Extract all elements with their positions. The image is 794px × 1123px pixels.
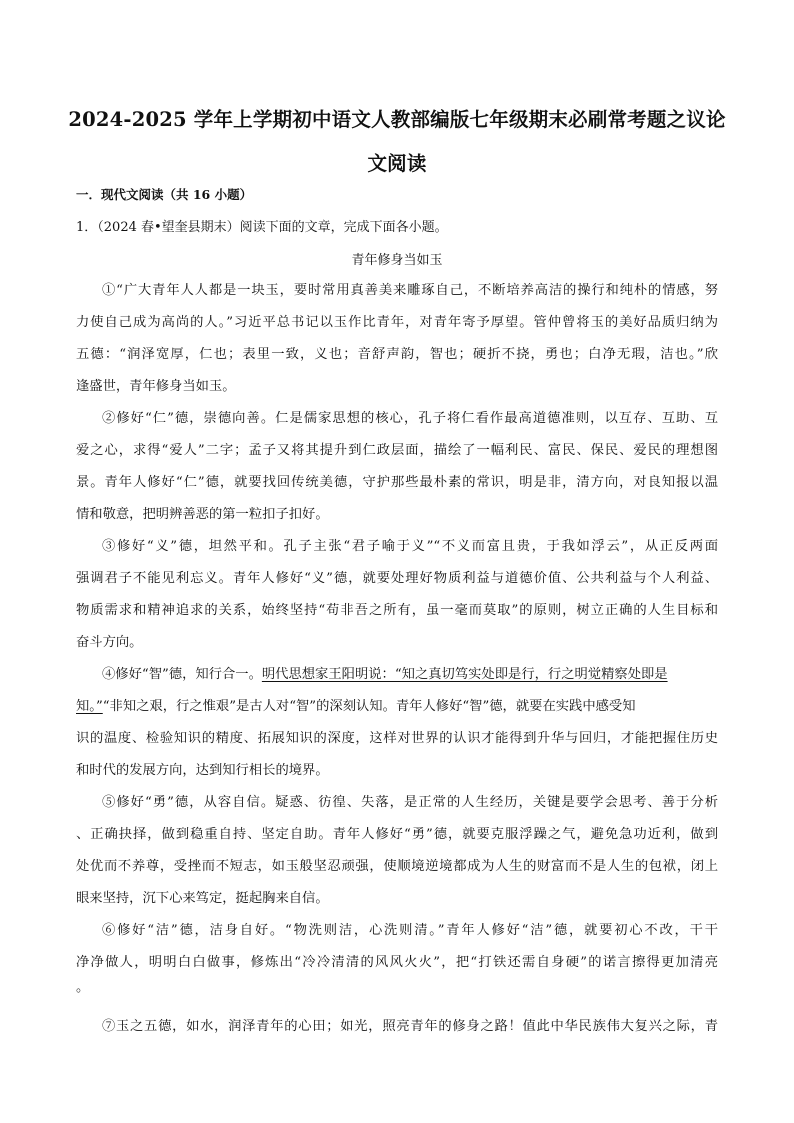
paragraph-6-line: 净净做人，明明白白做事，修炼出“冷冷清清的风风火火”，把“打铁还需自身硬”的诺言擦得更加清亮 bbox=[76, 955, 718, 970]
underlined-quote: 明代思想家王阳明说：“知之真切笃实处即是行，行之明觉精察处即是 bbox=[261, 667, 668, 682]
paragraph-7-line: ⑦玉之五德，如水，润泽青年的心田；如光，照亮青年的修身之路！值此中华民族伟大复兴之际，青 bbox=[102, 1019, 718, 1034]
paragraph-2-line: 景。青年人修好“仁”德，就要找回传统美德，守护那些最朴素的常识，明是非，清方向，对良知报以温 bbox=[76, 475, 718, 490]
article-title: 青年修身当如玉 bbox=[351, 253, 443, 268]
paragraph-3-line: 物质需求和精神追求的关系，始终坚持“苟非吾之所有，虽一毫而莫取”的原则，树立正确的人生目标和 bbox=[76, 603, 718, 618]
paragraph-6-line: ⑥修好“洁”德，洁身自好。“物洗则洁，心洗则清。”青年人修好“洁”德，就要初心不改，干干 bbox=[102, 923, 718, 938]
paragraph-4-line: 识的温度、检验知识的精度、拓展知识的深度，这样对世界的认识才能得到升华与回归，才能把握住历史 bbox=[76, 731, 718, 746]
document-title-line-2: 文阅读 bbox=[367, 152, 427, 175]
paragraph-4-line bbox=[102, 663, 668, 682]
paragraph-5-line: 、正确抉择，做到稳重自持、坚定自助。青年人修好“勇”德，就要克服浮躁之气，避免急功近利，做到 bbox=[76, 827, 718, 842]
paragraph-2-line: ②修好“仁”德，崇德向善。仁是儒家思想的核心，孔子将仁看作最高道德准则，以互存、互助、互 bbox=[102, 411, 718, 426]
paragraph-2-line: 爱之心，求得“爱人”二字；孟子又将其提升到仁政层面，描绘了一幅利民、富民、保民、爱民的理想图 bbox=[76, 443, 718, 458]
paragraph-3-line: 奋斗方向。 bbox=[76, 635, 143, 650]
paragraph-3-line: ③修好“义”德，坦然平和。孔子主张“君子喻于义”“不义而富且贵，于我如浮云”，从正反两面 bbox=[102, 539, 718, 554]
paragraph-4-line bbox=[76, 695, 636, 714]
paragraph-3-line: 强调君子不能见利忘义。青年人修好“义”德，就要处理好物质利益与道德价值、公共利益与个人利益、 bbox=[76, 571, 718, 586]
question-intro: 1．（2024 春•望奎县期末）阅读下面的文章，完成下面各小题。 bbox=[76, 220, 448, 235]
paragraph-1-line: 力使自己成为高尚的人。”习近平总书记以玉作比青年，对青年寄予厚望。管仲曾将玉的美好品质归纳为 bbox=[76, 315, 718, 330]
paragraph-6-line: 。 bbox=[76, 980, 90, 995]
paragraph-4-line: 和时代的发展方向，达到知行相长的境界。 bbox=[76, 763, 329, 778]
document-title-line-1: 2024-2025 学年上学期初中语文人教部编版七年级期末必刷常考题之议论 bbox=[68, 108, 726, 131]
paragraph-5-line: ⑤修好“勇”德，从容自信。疑惑、彷徨、失落，是正常的人生经历，关键是要学会思考、善于分析 bbox=[102, 795, 718, 810]
paragraph-5-line: 眼来坚持，沉下心来笃定，挺起胸来自信。 bbox=[76, 891, 329, 906]
paragraph-2-line: 情和敬意，把明辨善恶的第一粒扣子扣好。 bbox=[76, 507, 329, 522]
paragraph-1-line: 逢盛世，青年修身当如玉。 bbox=[76, 379, 236, 394]
underlined-quote: 知。” bbox=[76, 699, 103, 714]
paragraph-5-line: 处优而不养尊，受挫而不短志，如玉般坚忍顽强，使顺境逆境都成为人生的财富而不是人生的包袱，闭上 bbox=[76, 859, 718, 874]
section-heading: 一．现代文阅读（共 16 小题） bbox=[76, 187, 253, 202]
paragraph-4-text: “非知之艰，行之惟艰”是古人对“智”的深刻认知。青年人修好“智”德，就要在实践中感受知 bbox=[102, 699, 636, 714]
paragraph-4-text: ④修好“智”德，知行合一。 bbox=[102, 667, 262, 682]
paragraph-1-line: ①“广大青年人人都是一块玉，要时常用真善美来雕琢自己，不断培养高洁的操行和纯朴的情感，努 bbox=[102, 283, 718, 298]
paragraph-1-line: 五德：“润泽宽厚，仁也；表里一致，义也；音舒声韵，智也；硬折不挠，勇也；白净无瑕，洁也。”欣 bbox=[76, 347, 718, 362]
